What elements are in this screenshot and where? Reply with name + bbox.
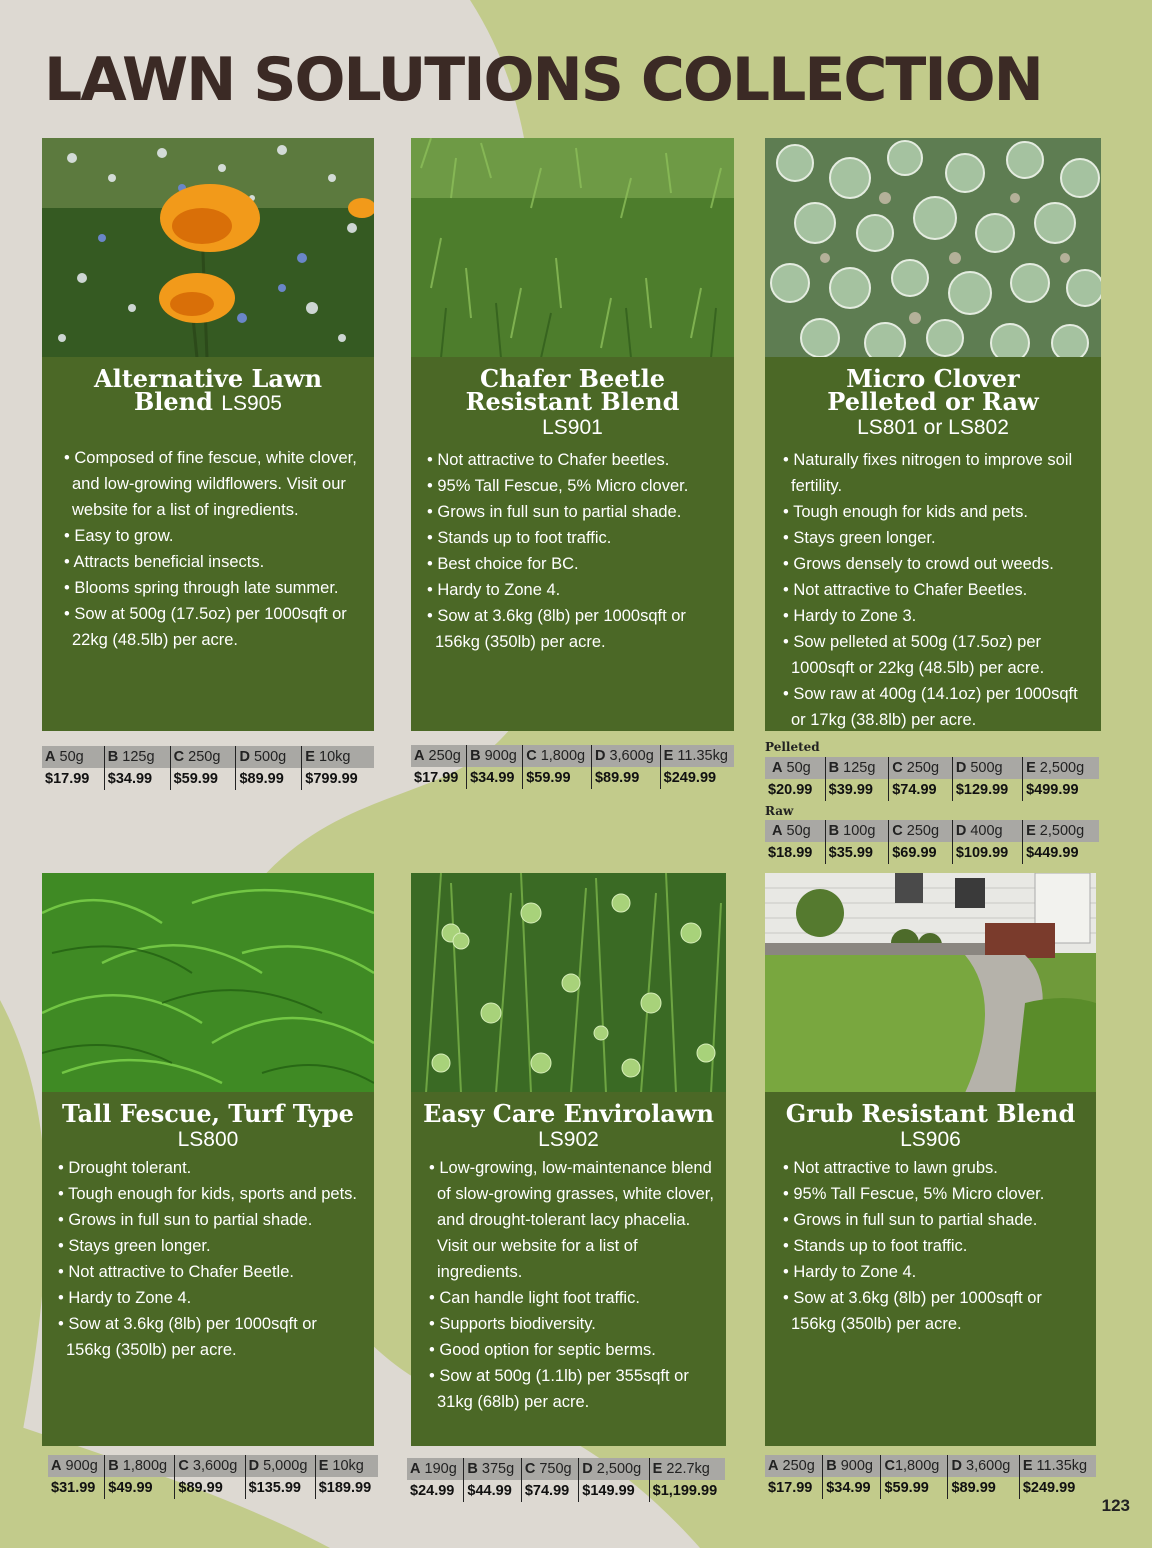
price: $34.99 bbox=[467, 767, 523, 789]
product-name bbox=[773, 364, 1093, 416]
feature-item: • Sow at 3.6kg (8lb) per 1000sqft or 156kg (350lb) per acre. bbox=[783, 1289, 1042, 1333]
size-option: B 900g bbox=[823, 1455, 881, 1477]
size-option: B 375g bbox=[464, 1458, 521, 1480]
price: $149.99 bbox=[579, 1480, 649, 1502]
size-option: E 2,500g bbox=[1023, 820, 1099, 842]
feature-item: • Not attractive to Chafer Beetle. bbox=[58, 1263, 294, 1281]
price: $24.99 bbox=[407, 1480, 464, 1502]
size-option: D 500g bbox=[952, 757, 1022, 779]
price: $799.99 bbox=[305, 771, 358, 787]
product-name bbox=[773, 1099, 1088, 1128]
price-table-pelleted bbox=[765, 757, 1099, 801]
product-photo-wildflowers bbox=[42, 138, 374, 358]
price: $39.99 bbox=[825, 779, 889, 801]
price: $109.99 bbox=[952, 842, 1022, 864]
price: $31.99 bbox=[48, 1477, 105, 1499]
product-photo-turf bbox=[42, 873, 374, 1093]
size-option: D 3,600g bbox=[948, 1455, 1019, 1477]
feature-item: • Supports biodiversity. bbox=[429, 1315, 596, 1333]
price: $18.99 bbox=[765, 842, 825, 864]
feature-list bbox=[765, 1155, 1096, 1337]
feature-item: • Composed of fine fescue, white clover, and low-growing wildflowers. Visit our website for a list of ingredients. bbox=[64, 449, 357, 519]
size-option: A 190g bbox=[407, 1458, 464, 1480]
price: $74.99 bbox=[889, 779, 953, 801]
product-name-line2: Resistant Blend bbox=[465, 387, 680, 416]
size-option: A 250g bbox=[411, 745, 467, 767]
product-name-line1: Micro Clover bbox=[846, 364, 1020, 393]
price: $449.99 bbox=[1026, 845, 1079, 861]
price: $59.99 bbox=[170, 768, 236, 790]
product-name-line1: Alternative Lawn bbox=[93, 364, 323, 393]
product-info-panel bbox=[765, 357, 1101, 731]
page-title: LAWN SOLUTIONS COLLECTION bbox=[44, 45, 1042, 115]
product-code: LS800 bbox=[177, 1128, 239, 1151]
product-info-panel bbox=[765, 1092, 1096, 1446]
page-number: 123 bbox=[1101, 1496, 1130, 1515]
price: $189.99 bbox=[318, 1480, 372, 1496]
feature-item: • Grows in full sun to partial shade. bbox=[427, 503, 682, 521]
size-option: B 125g bbox=[104, 746, 170, 768]
feature-list bbox=[42, 445, 374, 653]
size-option: C1,800g bbox=[881, 1455, 948, 1477]
feature-item: • Stands up to foot traffic. bbox=[783, 1237, 968, 1255]
product-name-line1: Grub Resistant Blend bbox=[785, 1099, 1076, 1128]
feature-item: • Sow at 500g (1.1lb) per 355sqft or 31kg (68lb) per acre. bbox=[429, 1367, 689, 1411]
price: $89.99 bbox=[175, 1477, 245, 1499]
product-code: LS905 bbox=[221, 392, 282, 415]
price: $74.99 bbox=[521, 1480, 578, 1502]
product-name bbox=[419, 1099, 718, 1128]
price: $129.99 bbox=[952, 779, 1022, 801]
price: $249.99 bbox=[1022, 1480, 1076, 1496]
feature-list bbox=[411, 447, 734, 655]
size-option: E 11.35kg bbox=[1019, 1455, 1096, 1477]
product-info-panel bbox=[411, 1092, 726, 1446]
product-code: LS906 bbox=[900, 1128, 961, 1151]
feature-item: • Best choice for BC. bbox=[427, 555, 579, 573]
size-option: A 50g bbox=[765, 757, 825, 779]
feature-item: • Not attractive to lawn grubs. bbox=[783, 1159, 998, 1177]
price-table bbox=[48, 1455, 378, 1499]
product-photo-grass bbox=[411, 138, 734, 358]
size-option: C 3,600g bbox=[175, 1455, 245, 1477]
feature-item: • Tough enough for kids, sports and pets. bbox=[58, 1185, 357, 1203]
size-option: B 1,800g bbox=[105, 1455, 175, 1477]
size-option: B 100g bbox=[825, 820, 889, 842]
feature-item: • Tough enough for kids and pets. bbox=[783, 503, 1028, 521]
price: $89.99 bbox=[591, 767, 660, 789]
product-name bbox=[50, 1099, 366, 1128]
feature-item: • Easy to grow. bbox=[64, 527, 174, 545]
price: $135.99 bbox=[245, 1477, 315, 1499]
product-name bbox=[419, 364, 726, 416]
size-option: E 11.35kg bbox=[660, 745, 734, 767]
size-option: E 22.7kg bbox=[649, 1458, 725, 1480]
feature-item: • Hardy to Zone 4. bbox=[58, 1289, 192, 1307]
feature-list bbox=[411, 1155, 726, 1415]
price: $249.99 bbox=[663, 770, 717, 786]
price: $69.99 bbox=[889, 842, 953, 864]
size-option: D 2,500g bbox=[579, 1458, 649, 1480]
feature-item: • Blooms spring through late summer. bbox=[64, 579, 339, 597]
price: $499.99 bbox=[1026, 782, 1079, 798]
product-name-line1: Chafer Beetle bbox=[480, 364, 665, 393]
product-info-panel bbox=[411, 357, 734, 731]
product-code: LS901 bbox=[542, 416, 603, 439]
feature-item: • Stands up to foot traffic. bbox=[427, 529, 612, 547]
feature-item: • Stays green longer. bbox=[783, 529, 936, 547]
product-name-line1: Easy Care Envirolawn bbox=[423, 1099, 714, 1128]
raw-label: Raw bbox=[765, 804, 794, 818]
size-option: E 10kg bbox=[315, 1455, 378, 1477]
feature-item: • Can handle light foot traffic. bbox=[429, 1289, 640, 1307]
price-table bbox=[42, 746, 374, 790]
feature-item: • Grows in full sun to partial shade. bbox=[58, 1211, 313, 1229]
size-option: D 3,600g bbox=[591, 745, 660, 767]
product-photo-clover bbox=[765, 138, 1101, 358]
feature-item: • Grows densely to crowd out weeds. bbox=[783, 555, 1054, 573]
price: $17.99 bbox=[42, 768, 104, 790]
price: $89.99 bbox=[948, 1477, 1019, 1499]
size-option: C 250g bbox=[889, 820, 953, 842]
price: $1,199.99 bbox=[652, 1483, 718, 1499]
feature-item: • Drought tolerant. bbox=[58, 1159, 192, 1177]
size-option: C 1,800g bbox=[523, 745, 592, 767]
feature-item: • Not attractive to Chafer beetles. bbox=[427, 451, 670, 469]
feature-item: • Sow at 500g (17.5oz) per 1000sqft or 22kg (48.5lb) per acre. bbox=[64, 605, 347, 649]
size-option: E 2,500g bbox=[1023, 757, 1099, 779]
size-option: D 500g bbox=[236, 746, 302, 768]
feature-list bbox=[765, 447, 1101, 733]
feature-item: • Sow raw at 400g (14.1oz) per 1000sqft or 17kg (38.8lb) per acre. bbox=[783, 685, 1078, 729]
product-name-line2: Pelleted or Raw bbox=[827, 387, 1039, 416]
feature-item: • Low-growing, low-maintenance blend of slow-growing grasses, white clover, and drought-tolerant lacy phacelia. Visit our website for a list of ingredients. bbox=[429, 1159, 714, 1281]
size-option: B 125g bbox=[825, 757, 889, 779]
product-name-line2: Blend bbox=[134, 387, 213, 416]
feature-item: • Grows in full sun to partial shade. bbox=[783, 1211, 1038, 1229]
price: $34.99 bbox=[104, 768, 170, 790]
feature-item: • Stays green longer. bbox=[58, 1237, 211, 1255]
feature-item: • Sow pelleted at 500g (17.5oz) per 1000sqft or 22kg (48.5lb) per acre. bbox=[783, 633, 1045, 677]
product-photo-front-yard bbox=[765, 873, 1096, 1093]
price: $59.99 bbox=[523, 767, 592, 789]
feature-item: • Sow at 3.6kg (8lb) per 1000sqft or 156kg (350lb) per acre. bbox=[427, 607, 686, 651]
size-option: C 750g bbox=[521, 1458, 578, 1480]
feature-item: • Attracts beneficial insects. bbox=[64, 553, 265, 571]
price: $59.99 bbox=[881, 1477, 948, 1499]
product-code: LS902 bbox=[538, 1128, 599, 1151]
price: $20.99 bbox=[765, 779, 825, 801]
size-option: D 400g bbox=[952, 820, 1022, 842]
product-photo-clover-grass bbox=[411, 873, 726, 1093]
size-option: C 250g bbox=[170, 746, 236, 768]
product-name bbox=[50, 364, 366, 416]
size-option: C 250g bbox=[889, 757, 953, 779]
product-name-line1: Tall Fescue, Turf Type bbox=[62, 1099, 354, 1128]
price: $89.99 bbox=[236, 768, 302, 790]
price-table bbox=[407, 1458, 725, 1502]
product-code: LS801 or LS802 bbox=[857, 416, 1009, 439]
price-table-raw bbox=[765, 820, 1099, 864]
price: $35.99 bbox=[825, 842, 889, 864]
size-option: A 50g bbox=[765, 820, 825, 842]
price: $44.99 bbox=[464, 1480, 521, 1502]
feature-item: • Hardy to Zone 4. bbox=[427, 581, 561, 599]
feature-item: • 95% Tall Fescue, 5% Micro clover. bbox=[427, 477, 689, 495]
size-option: D 5,000g bbox=[245, 1455, 315, 1477]
feature-list bbox=[42, 1155, 374, 1363]
feature-item: • Naturally fixes nitrogen to improve soil fertility. bbox=[783, 451, 1073, 495]
feature-item: • Hardy to Zone 4. bbox=[783, 1263, 917, 1281]
product-info-panel bbox=[42, 357, 374, 731]
feature-item: • 95% Tall Fescue, 5% Micro clover. bbox=[783, 1185, 1045, 1203]
feature-item: • Good option for septic berms. bbox=[429, 1341, 656, 1359]
size-option: A 250g bbox=[765, 1455, 823, 1477]
price-table bbox=[411, 745, 734, 789]
feature-item: • Not attractive to Chafer Beetles. bbox=[783, 581, 1028, 599]
size-option: E 10kg bbox=[302, 746, 374, 768]
price: $34.99 bbox=[823, 1477, 881, 1499]
price: $17.99 bbox=[765, 1477, 823, 1499]
feature-item: • Sow at 3.6kg (8lb) per 1000sqft or 156kg (350lb) per acre. bbox=[58, 1315, 317, 1359]
size-option: A 50g bbox=[42, 746, 104, 768]
feature-item: • Hardy to Zone 3. bbox=[783, 607, 917, 625]
product-info-panel bbox=[42, 1092, 374, 1446]
pelleted-label: Pelleted bbox=[765, 740, 820, 754]
price: $49.99 bbox=[105, 1477, 175, 1499]
size-option: A 900g bbox=[48, 1455, 105, 1477]
size-option: B 900g bbox=[467, 745, 523, 767]
price-table bbox=[765, 1455, 1096, 1499]
price: $17.99 bbox=[411, 767, 467, 789]
